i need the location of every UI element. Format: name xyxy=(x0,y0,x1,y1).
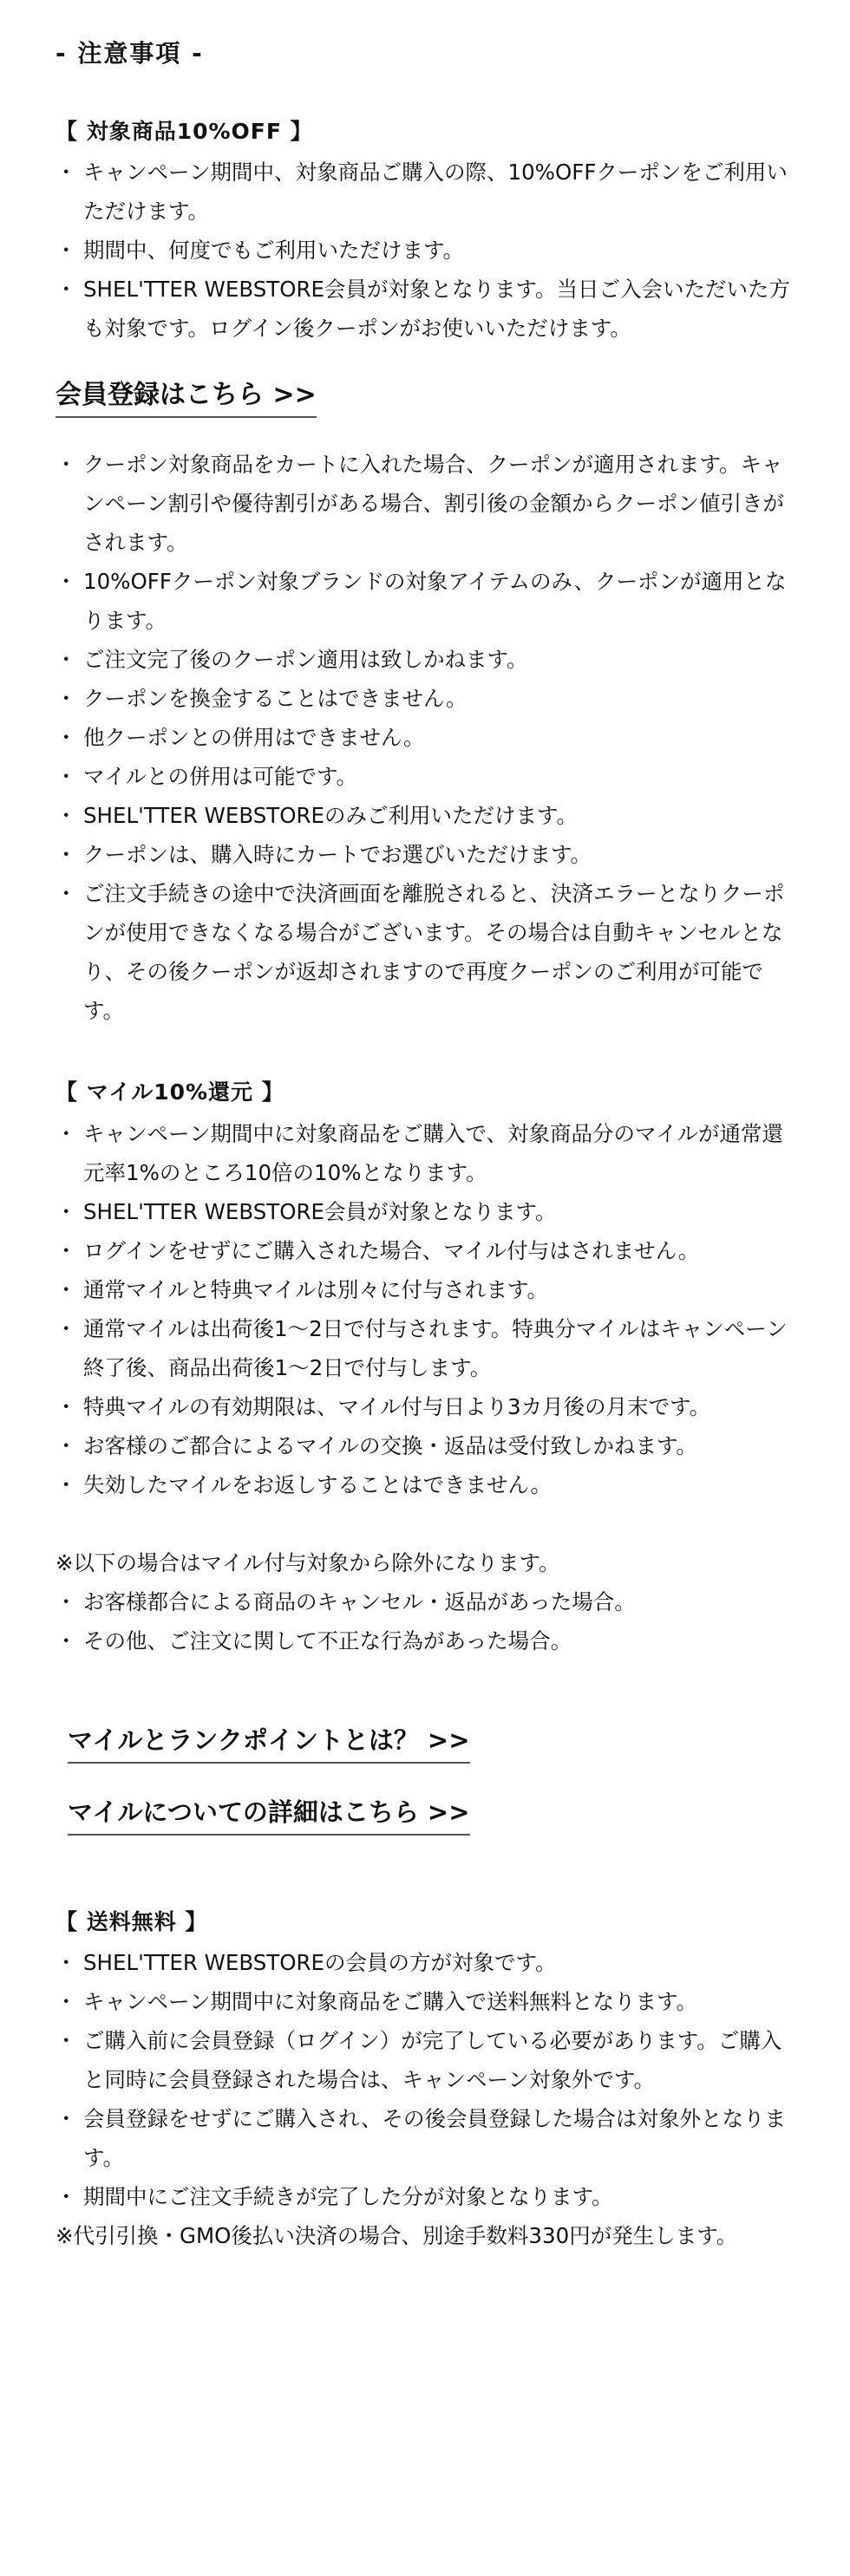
list-item: ・ その他、ご注文に関して不正な行為があった場合。 xyxy=(56,1621,801,1660)
list-item: ・ 失効したマイルをお返しすることはできません。 xyxy=(56,1465,801,1504)
list-item: ・ クーポンは、購入時にカートでお選びいただけます。 xyxy=(56,835,801,874)
mile-exclusion-note: ※以下の場合はマイル付与対象から除外になります。 xyxy=(56,1550,560,1575)
list-item: ・ ご購入前に会員登録（ログイン）が完了している必要があります。ご購入と同時に会員登録された場合は、キャンペーン対象外です。 xyxy=(56,2021,801,2099)
list-item: ・ ご注文完了後のクーポン適用は致しかねます。 xyxy=(56,640,801,679)
list-item: ・ 他クーポンとの併用はできません。 xyxy=(56,718,801,757)
list-item: ・ ご注文手続きの途中で決済画面を離脱されると、決済エラーとなりクーポンが使用できなくなる場合がございます。その場合は自動キャンセルとなり、その後クーポンが返却されますので再度クーポンのご利用が可能です。 xyxy=(56,874,801,1030)
list-item: ・ クーポンを換金することはできません。 xyxy=(56,679,801,718)
list-item: ・ SHEL'TTER WEBSTOREの会員の方が対象です。 xyxy=(56,1943,801,1982)
list-item: ・ キャンペーン期間中に対象商品をご購入で、対象商品分のマイルが通常還元率1%のところ10倍の10%となります。 xyxy=(56,1114,801,1192)
shipping-fee-note: ※代引引換・GMO後払い決済の場合、別途手数料330円が発生します。 xyxy=(56,2223,738,2248)
list-item: ・ 期間中、何度でもご利用いただけます。 xyxy=(56,231,801,270)
list-item: ・ 10%OFFクーポン対象ブランドの対象アイテムのみ、クーポンが適用となります。 xyxy=(56,562,801,640)
list-item: ・ お客様都合による商品のキャンセル・返品があった場合。 xyxy=(56,1582,801,1621)
list-item: ・ キャンペーン期間中、対象商品ご購入の際、10%OFFクーポンをご利用いただけます。 xyxy=(56,153,801,231)
list-item: ・ 通常マイルと特典マイルは別々に付与されます。 xyxy=(56,1270,801,1309)
member-register-link[interactable]: 会員登録はこちら >> xyxy=(56,373,317,418)
coupon-heading: 【 対象商品10%OFF 】 xyxy=(56,119,313,144)
mile-rank-link[interactable]: マイルとランクポイントとは？ >> xyxy=(68,1721,470,1764)
list-item: ・ 期間中にご注文手続きが完了した分が対象となります。 xyxy=(56,2177,801,2216)
list-item: ・ マイルとの併用は可能です。 xyxy=(56,757,801,796)
coupon-notes-list xyxy=(56,445,801,1030)
list-item: ・ お客様のご都合によるマイルの交換・返品は受付致しかねます。 xyxy=(56,1426,801,1465)
list-item: ・ クーポン対象商品をカートに入れた場合、クーポンが適用されます。キャンペーン割引や優待割引がある場合、割引後の金額からクーポン値引きがされます。 xyxy=(56,445,801,562)
list-item: ・ 特典マイルの有効期限は、マイル付与日より3カ月後の月末です。 xyxy=(56,1387,801,1426)
mile-detail-link[interactable]: マイルについての詳細はこちら >> xyxy=(68,1793,470,1836)
list-item: ・ ログインをせずにご購入された場合、マイル付与はされません。 xyxy=(56,1231,801,1270)
shipping-heading: 【 送料無料 】 xyxy=(56,1909,208,1934)
coupon-list xyxy=(56,153,801,348)
list-item: ・ 通常マイルは出荷後1〜2日で付与されます。特典分マイルはキャンペーン終了後、商品出荷後1〜2日で付与します。 xyxy=(56,1309,801,1387)
mile-heading: 【 マイル10%還元 】 xyxy=(56,1079,284,1105)
mile-exclusion-list xyxy=(56,1582,801,1660)
shipping-list xyxy=(56,1943,801,2216)
mile-list xyxy=(56,1114,801,1504)
list-item: ・ SHEL'TTER WEBSTORE会員が対象となります。 xyxy=(56,1192,801,1231)
list-item: ・ キャンペーン期間中に対象商品をご購入で送料無料となります。 xyxy=(56,1982,801,2021)
list-item: ・ SHEL'TTER WEBSTORE会員が対象となります。当日ご入会いただいた方も対象です。ログイン後クーポンがお使いいただけます。 xyxy=(56,270,801,348)
list-item: ・ 会員登録をせずにご購入され、その後会員登録した場合は対象外となります。 xyxy=(56,2099,801,2177)
list-item: ・ SHEL'TTER WEBSTOREのみご利用いただけます。 xyxy=(56,796,801,835)
page-title: - 注意事項 - xyxy=(56,39,204,68)
